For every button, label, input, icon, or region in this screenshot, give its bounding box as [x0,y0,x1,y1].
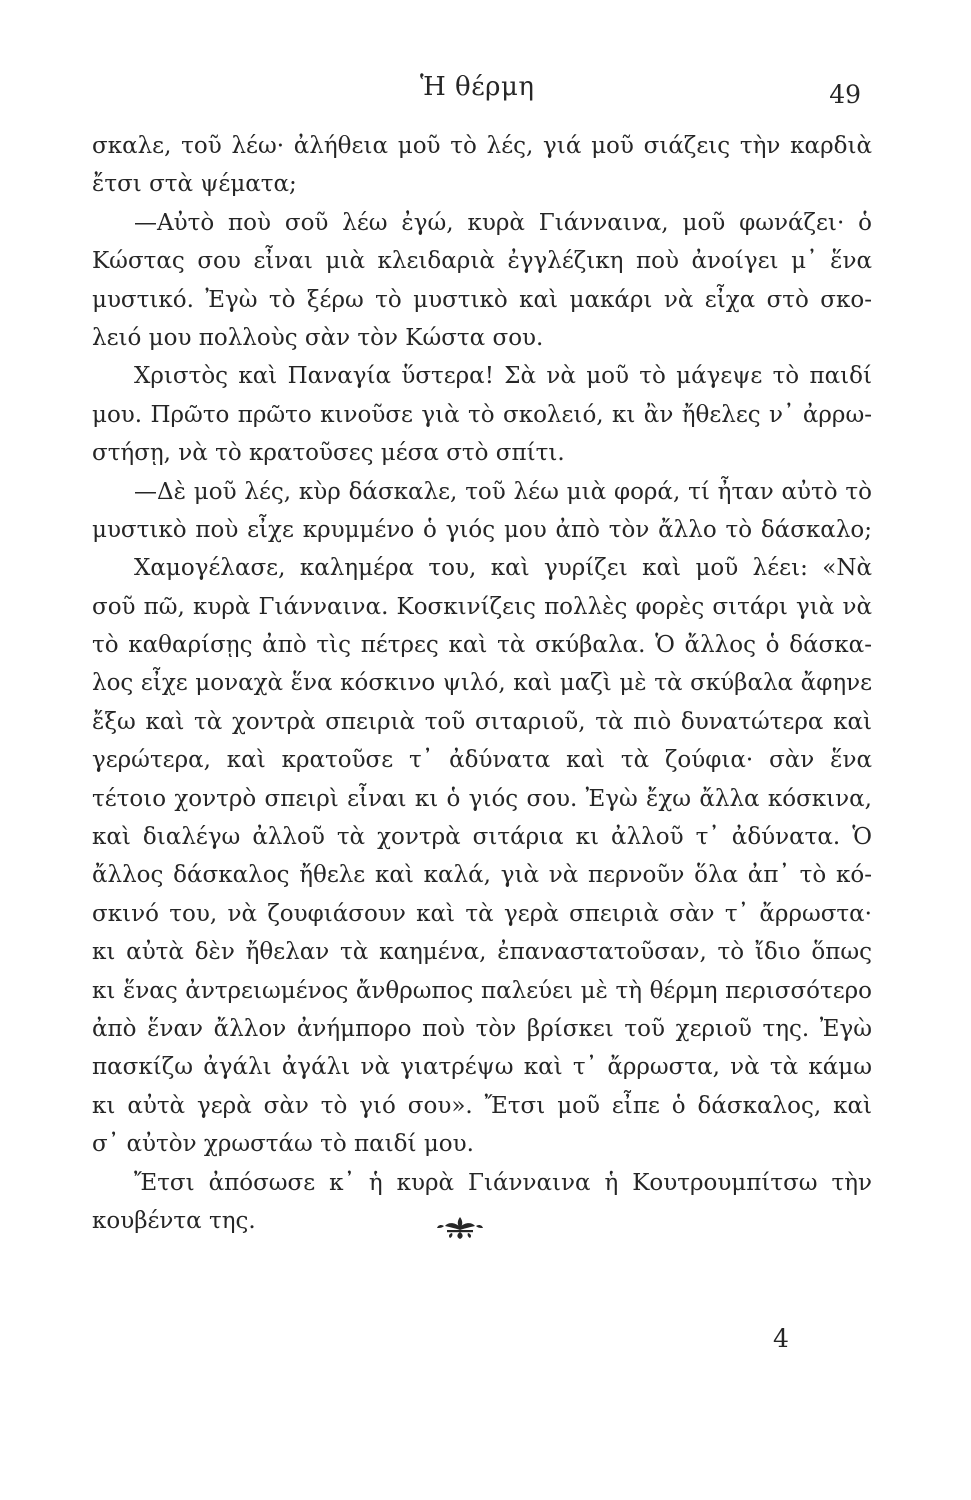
text-line: ἄλλος δάσκαλος ἤθελε καὶ καλά, γιὰ νὰ περνοῦν ὅλα ἀπ᾽ τὸ κό- [92,862,872,889]
text-line: τὸ καθαρίσῃς ἀπὸ τὶς πέτρες καὶ τὰ σκύβαλα. Ὁ ἄλλος ὁ δάσκα- [92,632,872,659]
text-line: σκαλε, τοῦ λέω· ἀλήθεια μοῦ τὸ λές, γιά μοῦ σιάζεις τὴν καρδιὰ [92,133,872,159]
floral-ornament-icon [435,1213,485,1241]
text-line: κι ἕνας ἀντρειωμένος ἄνθρωπος παλεύει μὲ τὴ θέρμη περισσότερο [92,977,872,1004]
running-title: Ἡ θέρμη [420,72,535,102]
text-line: ἔτσι στὰ ψέματα; [92,171,297,198]
text-line: πασκίζω ἀγάλι ἀγάλι νὰ γιατρέψω καὶ τ᾽ ἄρρωστα, νὰ τὰ κάμω [92,1054,872,1081]
text-line: λειό μου πολλοὺς σὰν τὸν Κώστα σου. [92,324,544,351]
text-line: μου. Πρῶτο πρῶτο κινοῦσε γιὰ τὸ σκολειό, κι ἂν ἤθελες ν᾽ ἀρρω- [92,401,872,428]
text-line: σκινό του, νὰ ζουφιάσουν καὶ τὰ γερὰ σπειριὰ σὰν τ᾽ ἄρρωστα· [92,900,872,927]
text-line: κι αὐτὰ γερὰ σὰν τὸ γιό σου». Ἔτσι μοῦ εἶπε ὁ δάσκαλος, καὶ [92,1092,872,1119]
text-line: ἔξω καὶ τὰ χοντρὰ σπειριὰ τοῦ σιταριοῦ, τὰ πιὸ δυνατώτερα καὶ [92,708,872,735]
text-line: Χαμογέλασε, καλημέρα του, καὶ γυρίζει καὶ μοῦ λέει: «Νὰ [134,555,872,582]
text-line: σ᾽ αὐτὸν χρωστάω τὸ παιδί μου. [92,1131,474,1158]
text-line: —Δὲ μοῦ λές, κὺρ δάσκαλε, τοῦ λέω μιὰ φορά, τί ἦταν αὐτὸ τὸ [134,478,872,505]
text-line: κι αὐτὰ δὲν ἤθελαν τὰ καημένα, ἐπαναστατοῦσαν, τὸ ἴδιο ὅπως [92,939,872,966]
text-line: Κώστας σου εἶναι μιὰ κλειδαριὰ ἐγγλέζικη ποὺ ἀνοίγει μ᾽ ἕνα [92,248,872,275]
text-line: γερώτερα, καὶ κρατοῦσε τ᾽ ἀδύνατα καὶ τὰ ζούφια· σὰν ἕνα [92,747,872,774]
text-line: ἀπὸ ἕναν ἄλλον ἀνήμπορο ποὺ τὸν βρίσκει τοῦ χεριοῦ της. Ἐγὼ [92,1015,872,1042]
text-line: σοῦ πῶ, κυρὰ Γιάνναινα. Κοσκινίζεις πολλὲς φορὲς σιτάρι γιὰ νὰ [92,593,872,620]
text-line: μυστικὸ ποὺ εἶχε κρυμμένο ὁ γιός μου ἀπὸ τὸν ἄλλο τὸ δάσκαλο; [92,516,872,543]
text-line: καὶ διαλέγω ἀλλοῦ τὰ χοντρὰ σιτάρια κι ἀλλοῦ τ᾽ ἀδύνατα. Ὁ [92,824,872,851]
text-line: —Αὐτὸ ποὺ σοῦ λέω ἐγώ, κυρὰ Γιάνναινα, μοῦ φωνάζει· ὁ [134,209,872,236]
text-line: κουβέντα της. [92,1207,256,1234]
text-line: μυστικό. Ἐγὼ τὸ ξέρω τὸ μυστικὸ καὶ μακάρι νὰ εἶχα στὸ σκο- [92,286,872,313]
text-line: Χριστὸς καὶ Παναγία ὕστερα! Σὰ νὰ μοῦ τὸ μάγεψε τὸ παιδί [134,363,872,390]
page-number: 49 [829,80,861,109]
text-line: λος εἶχε μοναχὰ ἕνα κόσκινο ψιλό, καὶ μαζὶ μὲ τὰ σκύβαλα ἄφηνε [92,670,872,697]
text-line: στήσῃ, νὰ τὸ κρατοῦσες μέσα στὸ σπίτι. [92,440,565,467]
signature-mark: 4 [773,1324,789,1353]
body-text [92,127,872,1240]
text-line: τέτοιο χοντρὸ σπειρὶ εἶναι κι ὁ γιός σου. Ἐγὼ ἔχω ἄλλα κόσκινα, [92,785,872,812]
text-line: Ἔτσι ἀπόσωσε κ᾽ ἡ κυρὰ Γιάνναινα ἡ Κουτρουμπίτσω τὴν [134,1169,872,1196]
